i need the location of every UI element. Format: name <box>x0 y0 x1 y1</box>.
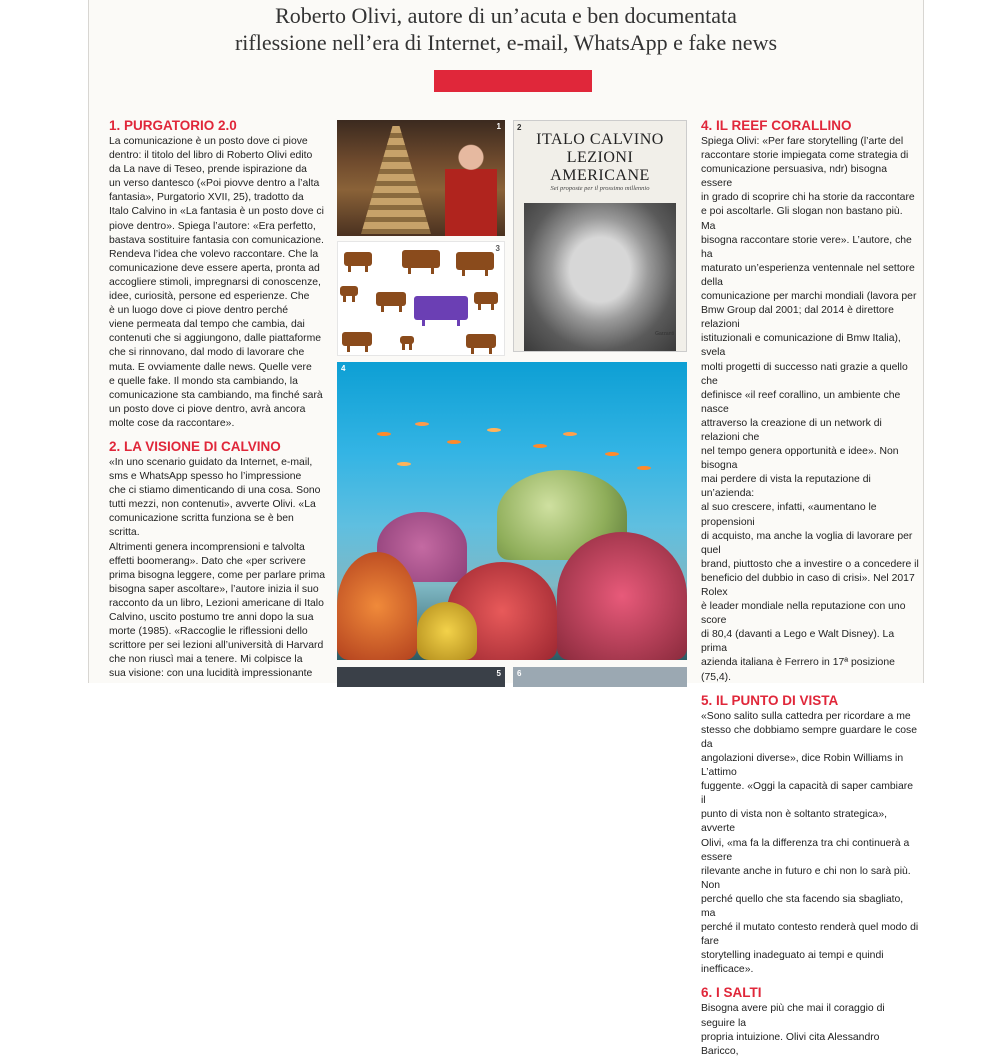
text-line: nel tempo genera opportunità e idee». Non bisogna <box>701 446 899 472</box>
text-line: dentro: il titolo del libro di Roberto Olivi edito <box>109 150 313 162</box>
section-heading-visione-calvino: 2. LA VISIONE DI CALVINO <box>109 438 281 454</box>
text-line: comunicazione persuasiva, ndr) bisogna essere <box>701 164 887 190</box>
fish-icon <box>377 432 391 436</box>
text-line: raccontare storie impiegata come strategia di <box>701 150 909 162</box>
text-line: fuggente. «Oggi la capacità di saper cambiare il <box>701 781 913 807</box>
text-line: azienda italiana è Ferrero in 17ª posizione (75,4). <box>701 657 895 683</box>
book-publisher: Garzanti <box>655 331 674 337</box>
text-line: propria intuizione. Olivi cita Alessandro Baricco, <box>701 1031 880 1057</box>
text-line: storytelling inadeguato ai tempi e quindi inefficace». <box>701 950 884 976</box>
fish-icon <box>563 432 577 436</box>
photo-number: 4 <box>341 364 346 373</box>
text-line: prima bisogna leggere, come per parlare prima <box>109 569 326 581</box>
right-text-column <box>701 118 919 1059</box>
book-title-line-2: AMERICANE <box>550 167 650 184</box>
magazine-page <box>88 0 924 1057</box>
text-line: Spiega Olivi: «Per fare storytelling (l’arte del <box>701 136 904 147</box>
section-heading-purgatorio: 1. PURGATORIO 2.0 <box>109 118 237 133</box>
fish-icon <box>637 466 651 470</box>
text-line: bisogna saper ascoltare», l’autore inizia il suo <box>109 583 319 595</box>
text-line: e poi ascoltarle. Gli slogan non bastano più. Ma <box>701 206 903 232</box>
section-heading-reef-corallino: 4. IL REEF CORALLINO <box>701 118 852 133</box>
subtitle-line-1: Roberto Olivi, autore di un’acuta e ben documentata <box>275 3 737 28</box>
cow-icon <box>340 286 358 296</box>
section-heading-salti: 6. I SALTI <box>701 985 762 1001</box>
text-line: in grado di scoprire chi ha storie da raccontare <box>701 192 915 204</box>
text-line: di 80,4 (davanti a Lego e Walt Disney). La prima <box>701 629 895 655</box>
text-line: beneficio del dubbio in caso di crisi». Nel 2017 Rolex <box>701 572 915 598</box>
photo-book-cover <box>513 120 687 352</box>
text-line: bisogna raccontare storie vere». L’autore, che ha <box>701 234 912 260</box>
photo-dante-tower <box>337 120 505 236</box>
photo-number: 1 <box>496 122 501 131</box>
text-line: che si rinnovano, dal modo di lavorare che <box>109 347 305 359</box>
fish-icon <box>397 462 411 466</box>
text-line: Bmw Group dal 2001; dal 2014 è direttore relazioni <box>701 305 894 331</box>
text-line: perché quello che sta facendo sia sbagliato, ma <box>701 893 904 919</box>
article-subtitle <box>89 2 923 56</box>
text-line: attraverso la creazione di un network di relazioni che <box>701 417 882 443</box>
text-line: mai perdere di vista la reputazione di un’azienda: <box>701 474 871 500</box>
cow-icon <box>414 296 468 320</box>
section-body-visione-calvino <box>109 456 327 682</box>
purgatory-tower-graphic <box>361 126 431 234</box>
text-line: «Sono salito sulla cattedra per ricordare a me <box>701 710 911 722</box>
text-line: La comunicazione è un posto dove ci piove <box>109 136 308 147</box>
text-line: brand, piuttosto che a investire o a concedere il <box>701 558 919 570</box>
text-line: istituzionali e comunicazione di Bmw Italia), svela <box>701 333 901 359</box>
text-line: un verso dantesco («Poi piovve dentro a l’alta <box>109 178 320 190</box>
photo-6 <box>513 667 687 687</box>
text-line: è leader mondiale nella reputazione con uno score <box>701 601 906 627</box>
fish-icon <box>605 452 619 456</box>
text-line: comunicazione per marchi mondiali (lavora per <box>701 291 917 303</box>
subtitle-line-2: riflessione nell’era di Internet, e-mail, WhatsApp e fake news <box>234 30 778 55</box>
photo-5 <box>337 667 505 687</box>
cow-icon <box>402 250 440 268</box>
text-line: da La nave di Teseo, prende ispirazione da <box>109 164 307 176</box>
fish-icon <box>447 440 461 444</box>
photo-number: 2 <box>517 123 522 132</box>
text-line: accogliere stimoli, impregnarsi di conoscenze, <box>109 276 321 288</box>
book-subtitle: Sei proposte per il prossimo millennio <box>550 185 650 192</box>
fish-icon <box>415 422 429 426</box>
dante-figure-graphic <box>445 140 497 236</box>
text-line: «In uno scenario guidato da Internet, e-mail, <box>109 456 313 468</box>
section-body-purgatorio <box>109 135 327 431</box>
text-line: piove dentro». Spiega l’autore: «Era perfetto, <box>109 220 316 232</box>
text-line: e quelle fake. Il mondo sta cambiando, la <box>109 375 298 387</box>
text-line: definisce «il reef corallino, un ambiente che nasce <box>701 389 901 415</box>
fish-icon <box>533 444 547 448</box>
text-line: al suo crescere, infatti, «aumentano le propensioni <box>701 502 877 528</box>
text-line: che ci stiamo dimenticando di una cosa. Sono <box>109 485 321 497</box>
text-line: morte (1985). «Raccoglie le riflessioni dello <box>109 626 308 638</box>
text-line: comunicazione deve essere aperta, pronta ad <box>109 262 320 274</box>
red-accent-bar <box>434 70 592 92</box>
text-line: muta. E ovviamente dalle news. Quelle vere <box>109 361 312 373</box>
author-portrait <box>524 203 676 351</box>
coral-graphic <box>337 552 417 660</box>
text-line: rilevante anche in futuro e chi non lo sarà più. Non <box>701 865 911 891</box>
text-line: idee, curiosità, persone ed esperienze. Che <box>109 291 310 303</box>
text-line: fantasia», Purgatorio XVII, 25), tradotto da <box>109 192 304 204</box>
cow-icon <box>400 336 414 344</box>
text-line: maturato un’esperienza ventennale nel settore della <box>701 262 915 288</box>
coral-graphic <box>417 602 477 660</box>
section-body-salti <box>701 1002 919 1058</box>
book-author: ITALO CALVINO <box>536 131 664 148</box>
text-line: è un luogo dove ci piove dentro perché <box>109 305 289 317</box>
cow-icon <box>466 334 496 348</box>
text-line: perché il mutato contesto renderà quel modo di fare <box>701 922 919 948</box>
book-title-line-1: LEZIONI <box>566 149 634 166</box>
section-heading-punto-di-vista: 5. IL PUNTO DI VISTA <box>701 692 839 708</box>
photo-number: 3 <box>495 244 500 253</box>
cow-icon <box>474 292 498 304</box>
left-text-column <box>109 118 327 681</box>
text-line: Altrimenti genera incomprensioni e talvolta <box>109 541 305 553</box>
text-line: angolazioni diverse», dice Robin Williams in L’attimo <box>701 752 904 779</box>
text-line: Bisogna avere più che mai il coraggio di seguire la <box>701 1003 885 1029</box>
text-line: contenuti che si aggiungono, dalle piattaforme <box>109 333 321 345</box>
text-line: Rendeva l’idea che volevo raccontare. Che la <box>109 248 319 260</box>
text-line: viene permeata dal tempo che cambia, dai <box>109 319 305 331</box>
text-line: sms e WhatsApp spesso ho l’impressione <box>109 471 302 483</box>
text-line: scrittore per sei lezioni all’università di Harvard <box>109 640 324 652</box>
text-line: stesso che dobbiamo sempre guardare le cose da <box>701 724 918 750</box>
fish-icon <box>487 428 501 432</box>
photo-cows-illustration <box>337 241 505 356</box>
text-line: tutti mezzi, non contenuti», avverte Olivi. «La <box>109 499 316 511</box>
photo-coral-reef <box>337 362 687 660</box>
book-title-block <box>514 131 686 185</box>
text-line: di acquisto, ma anche la voglia di lavorare per quel <box>701 530 913 556</box>
cow-icon <box>376 292 406 306</box>
text-line: Calvino, uscito postumo tre anni dopo la sua <box>109 612 314 623</box>
section-body-reef-corallino <box>701 135 919 685</box>
cow-icon <box>342 332 372 346</box>
text-line: effetti boomerang». Dato che «per scrivere <box>109 555 306 567</box>
text-line: bastava sostituire fantasia con comunicazione. <box>109 234 324 246</box>
cow-icon <box>456 252 494 270</box>
text-line: sua visione: con una lucidità impressionante <box>109 668 313 680</box>
text-line: Olivi, «ma fa la differenza tra chi continuerà a essere <box>701 837 910 863</box>
text-line: comunicazione scritta funziona se è ben scritta. <box>109 513 294 539</box>
section-body-punto-di-vista <box>701 710 919 978</box>
cow-icon <box>344 252 372 266</box>
photo-number: 6 <box>517 669 522 678</box>
text-line: racconto da un libro, Lezioni americane di Italo <box>109 597 324 609</box>
text-line: molti progetti di successo nati grazie a quello che <box>701 361 908 387</box>
text-line: molte cose da raccontare». <box>109 417 235 429</box>
text-line: Italo Calvino in «La fantasia è un posto dove ci <box>109 206 324 218</box>
text-line: un posto dove ci piove dentro, avrà ancora <box>109 403 306 415</box>
coral-graphic <box>557 532 687 660</box>
text-line: punto di vista non è soltanto strategica», avverte <box>701 809 887 835</box>
photo-number: 5 <box>496 669 501 678</box>
text-line: comunicazione sta cambiando, ma finché sarà <box>109 389 323 401</box>
text-line: che non riuscì mai a tenere. Mi colpisce la <box>109 654 303 666</box>
